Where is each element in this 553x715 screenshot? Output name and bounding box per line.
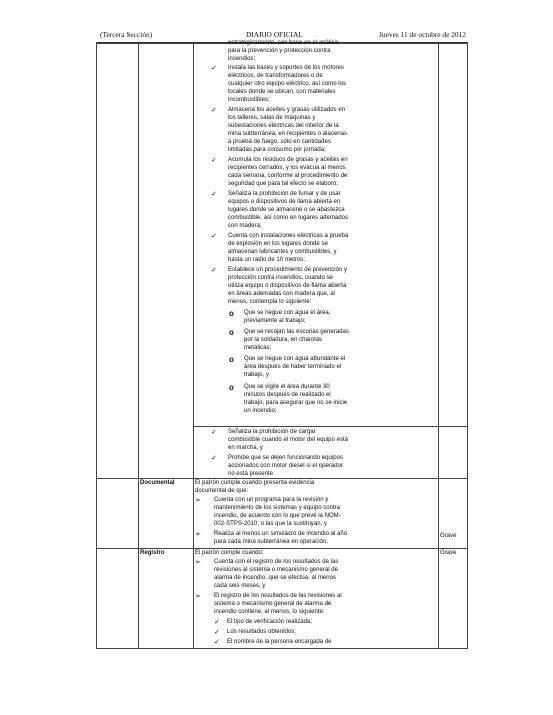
- text-line: mantenimiento de los sistemas y equipo contra: [214, 505, 341, 511]
- check-icon: ✓: [214, 639, 220, 646]
- text-line: El registro de los resultados de las revisiones al: [214, 593, 342, 599]
- check-icon: ✓: [211, 267, 217, 274]
- text-line: mina subterránea, en recipientes o alacenas: [228, 131, 347, 137]
- check-icon: ✓: [214, 619, 220, 626]
- text-line: locales donde se ubican, con materiales: [228, 89, 336, 95]
- text-line: estratégicamente, con base en el análisis: [228, 40, 339, 46]
- check-icon: ✓: [211, 65, 217, 72]
- check-icon: ✓: [211, 107, 217, 114]
- text-line: cada seis meses, y: [214, 583, 266, 589]
- circle-bullet-icon: o: [229, 383, 234, 392]
- arrow-bullet-icon: ➢: [195, 497, 201, 504]
- text-line: Señaliza la prohibición de cargar: [228, 429, 316, 435]
- text-line: 002-STPS-2010, o las que la sustituyan, y: [214, 521, 327, 527]
- text-line: en áreas ademadas con madera que, al: [228, 291, 335, 297]
- circle-bullet-icon: o: [229, 355, 234, 364]
- text-line: Que se recojan las escorias generadas: [244, 329, 349, 335]
- text-line: previamente al trabajo;: [244, 318, 306, 324]
- section-label: (Tercera Sección): [100, 30, 153, 39]
- text-line: Instala las bases y soportes de los motores: [228, 65, 344, 71]
- text-line: incendio contiene, al menos, lo siguiente:: [214, 609, 325, 615]
- arrow-bullet-icon: ➢: [195, 531, 201, 538]
- text-line: El nombre de la persona encargada de: [227, 639, 332, 645]
- text-line: área después de haber terminado el: [244, 364, 342, 370]
- text-line: equipos o dispositivos de llama abierta en: [228, 199, 341, 205]
- text-line: El tipo de verificación realizada;: [227, 619, 313, 625]
- text-line: incendios;: [228, 56, 256, 62]
- text-line: por la soldadura, en charolas: [244, 337, 322, 343]
- text-line: para la prevención y protección contra: [228, 48, 331, 54]
- text-line: protección contra incendios, cuando se: [228, 275, 333, 281]
- text-line: El patrón cumple cuando presenta evidencia: [195, 480, 315, 486]
- text-line: de explosión en los lugares donde se: [228, 241, 328, 247]
- text-line: Almacena los aceites y grasas utilizados en: [228, 107, 345, 113]
- text-line: en marcha, y: [228, 445, 263, 451]
- text-line: alarma de incendio, que se efectúa, al menos: [214, 575, 337, 581]
- text-line: no está presente.: [228, 471, 275, 477]
- text-line: limitadas para consumo por jornada;: [228, 147, 326, 153]
- text-line: para cada mina subterránea en operación.: [214, 539, 328, 545]
- journal-title: DIARIO OFICIAL: [246, 30, 303, 39]
- severity-grave: Grave: [440, 533, 457, 539]
- text-line: Que se vigile el área durante 30: [244, 384, 330, 390]
- check-icon: ✓: [211, 233, 217, 240]
- issue-date: Jueves 11 de octubre de 2012: [379, 30, 466, 39]
- text-line: combustible cuando el motor del equipo está: [228, 437, 349, 443]
- text-line: cada semana, conforme al procedimiento de: [228, 173, 348, 179]
- arrow-bullet-icon: ➢: [195, 593, 201, 600]
- text-line: a prueba de fuego, sólo en cantidades: [228, 139, 331, 145]
- text-line: Cuenta con instalaciones eléctricas a prueba: [228, 233, 349, 239]
- text-line: metálicas;: [244, 345, 272, 351]
- text-line: trabajo, para asegurar que no se inicie: [244, 400, 348, 406]
- text-line: utiliza equipo o dispositivos de flama abierta: [228, 283, 347, 289]
- text-line: Establece un procedimiento de prevención y: [228, 267, 347, 273]
- severity-grave: Grave: [440, 550, 457, 556]
- arrow-bullet-icon: ➢: [195, 559, 201, 566]
- text-line: menos, contempla lo siguiente:: [228, 299, 312, 305]
- text-line: Realiza al menos un simulacro de incendio al año: [214, 531, 348, 537]
- text-line: cualquier otro equipo eléctrico, así como los: [228, 81, 346, 87]
- row-label-registro: Registro: [140, 550, 165, 556]
- text-line: un incendio;: [244, 408, 277, 414]
- text-line: Señaliza la prohibición de fumar y de usar: [228, 191, 341, 197]
- text-line: recipientes cerrados, y los evacua al menos: [228, 165, 346, 171]
- text-line: El patrón cumple cuando:: [195, 550, 264, 556]
- text-line: incombustibles;: [228, 97, 270, 103]
- text-line: revisiones al sistema o mecanismo general de: [214, 567, 339, 573]
- text-line: lugares donde se almacene o se abastezca: [228, 207, 345, 213]
- circle-bullet-icon: o: [229, 328, 234, 337]
- row-label-documental: Documental: [140, 480, 175, 486]
- text-line: con madera;: [228, 223, 262, 229]
- text-line: incendio, de acuerdo con lo que prevé la NOM-: [214, 513, 341, 519]
- circle-bullet-icon: o: [229, 309, 234, 318]
- text-line: los talleres, salas de máquinas y: [228, 115, 316, 121]
- text-line: Acumula los residuos de grasas y aceites en: [228, 157, 348, 163]
- text-line: eléctricos, de transformadores o de: [228, 73, 323, 79]
- text-line: Los resultados obtenidos;: [227, 629, 296, 635]
- text-line: Cuenta con un programa para la revisión y: [214, 497, 329, 503]
- text-line: Que se riegue con agua abundante el: [244, 356, 346, 362]
- text-line: subestaciones eléctricas del interior de la: [228, 123, 339, 129]
- text-line: almacenan lubricantes y combustibles, y: [228, 249, 337, 255]
- check-icon: ✓: [214, 629, 220, 636]
- text-line: sistema o mecanismo general de alarma de: [214, 601, 332, 607]
- text-line: Cuenta con el registro de los resultados de las: [214, 559, 339, 565]
- check-icon: ✓: [211, 191, 217, 198]
- text-line: seguridad que para tal efecto se elaboró;: [228, 181, 338, 187]
- check-icon: ✓: [211, 157, 217, 164]
- compliance-table: [96, 40, 468, 649]
- text-line: Prohíbe que se dejen funcionando equipos: [228, 455, 343, 461]
- check-icon: ✓: [211, 429, 217, 436]
- text-line: documental de que:: [195, 488, 249, 494]
- text-line: combustible, así como en lugares ademados: [228, 215, 348, 221]
- text-line: Que se riegue con agua el área,: [244, 310, 331, 316]
- text-line: accionados con motor diesel si el operador: [228, 463, 343, 469]
- text-line: minutos después de realizado el: [244, 392, 331, 398]
- text-line: hasta un radio de 10 metros;: [228, 257, 305, 263]
- check-icon: ✓: [211, 455, 217, 462]
- text-line: trabajo, y: [244, 372, 269, 378]
